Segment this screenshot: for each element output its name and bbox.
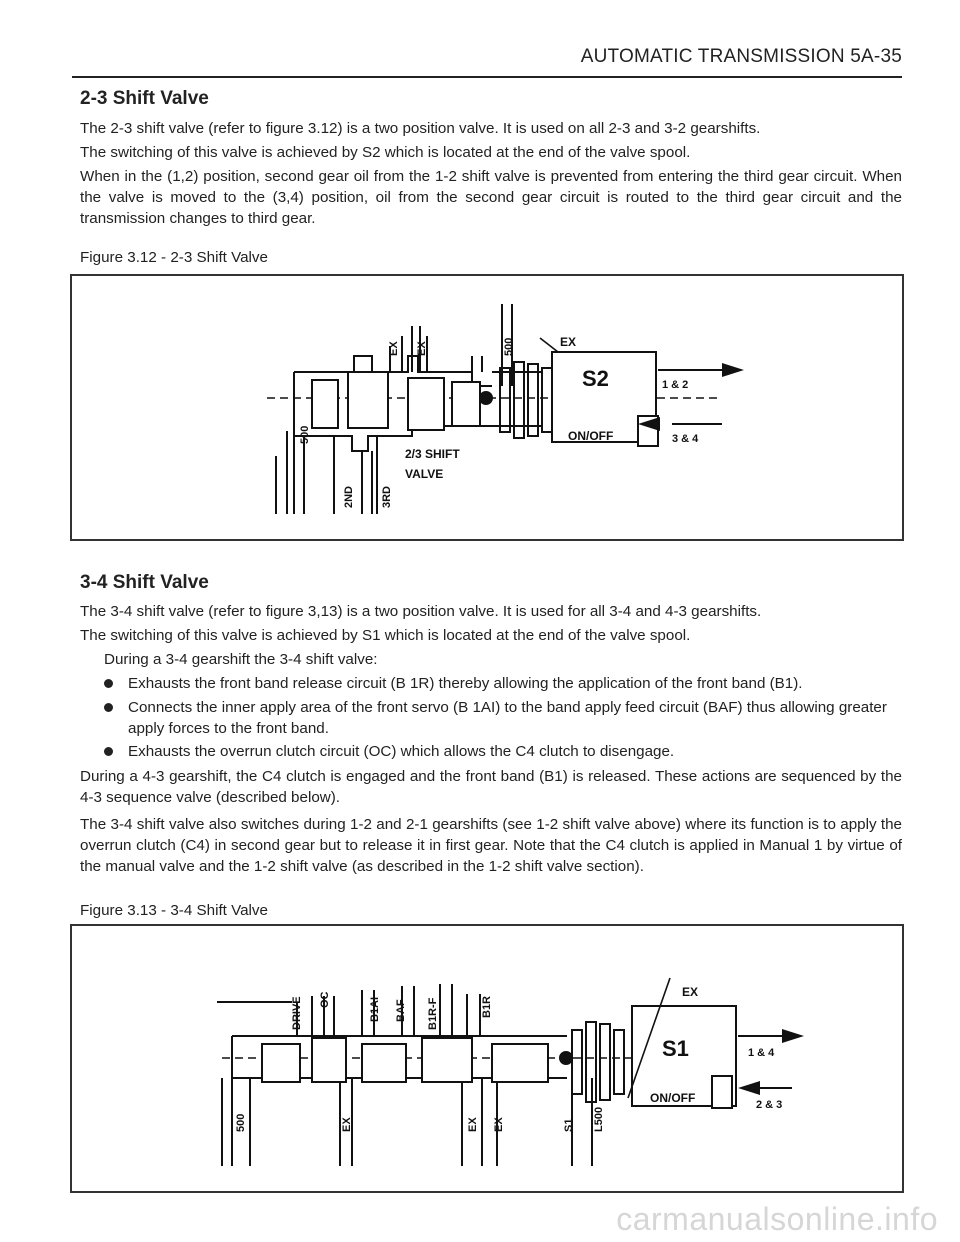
bullet-item: Connects the inner apply area of the front servo (B 1AI) to the band apply feed circuit (BAF) thus allowing greater apply forces to the front band.	[104, 697, 894, 739]
label-baf: BAF	[395, 999, 407, 1022]
label-valve: VALVE	[405, 467, 444, 481]
label-ex: EX	[560, 335, 577, 349]
label-500: 500	[299, 425, 311, 444]
label-ex: EX	[493, 1117, 505, 1132]
label-b1r: B1R	[481, 995, 493, 1018]
watermark: carmanualsonline.info	[616, 1201, 938, 1237]
label-s2: S2	[582, 366, 609, 391]
label-on-off: ON/OFF	[650, 1091, 696, 1105]
label-1-and-2: 1 & 2	[662, 379, 689, 391]
page-header: AUTOMATIC TRANSMISSION 5A-35	[580, 46, 902, 67]
paragraph: During a 4-3 gearshift, the C4 clutch is engaged and the front band (B1) is released. These actions are sequenced by the 4-3 sequence valve (described below).	[80, 768, 902, 806]
valve-diagram-2-3	[72, 276, 902, 539]
paragraph: The 3-4 shift valve also switches during 1-2 and 2-1 gearshifts (see 1-2 shift valve above) where its function is to apply the overrun clutch (C4) in second gear but to release it in first gear. Note that the C4 clutch is applied in Manual 1 by virtue of the manual valve and the 1-2 shift valve (as described in the 1-2 shift valve section).	[80, 816, 902, 875]
bullet-icon	[104, 703, 113, 712]
paragraph: The 3-4 shift valve (refer to figure 3,13) is a two position valve. It is used for all 3-4 and 4-3 gearshifts.	[80, 603, 762, 620]
label-valve-name: 2/3 SHIFT	[405, 447, 460, 461]
section-heading-2-3: 2-3 Shift Valve	[80, 88, 209, 109]
label-1-and-4: 1 & 4	[748, 1047, 775, 1059]
label-ex: EX	[416, 341, 428, 356]
label-500: 500	[503, 337, 515, 356]
label-ex: EX	[388, 341, 400, 356]
label-ex: EX	[341, 1117, 353, 1132]
label-3rd: 3RD	[381, 485, 393, 508]
label-b1ai: B1AI	[369, 996, 381, 1022]
paragraph: The switching of this valve is achieved by S2 which is located at the end of the valve spool.	[80, 144, 691, 161]
section-heading-3-4: 3-4 Shift Valve	[80, 572, 209, 593]
valve-diagram-3-4	[72, 926, 902, 1191]
bullet-icon	[104, 679, 113, 688]
label-ex: EX	[682, 985, 699, 999]
figure-3-4-shift-valve	[70, 924, 904, 1193]
label-on-off: ON/OFF	[568, 429, 614, 443]
label-l500: L500	[593, 1106, 605, 1132]
paragraph: When in the (1,2) position, second gear oil from the 1-2 shift valve is prevented from entering the third gear circuit. When the valve is moved to the (3,4) position, oil from the second gear circuit is routed to the third gear circuit and the transmission changes to third gear.	[80, 168, 902, 227]
bullet-intro: During a 3-4 gearshift the 3-4 shift valve:	[104, 651, 378, 668]
figure-caption: Figure 3.13 - 3-4 Shift Valve	[80, 902, 268, 919]
bullet-item: Exhausts the overrun clutch circuit (OC) which allows the C4 clutch to disengage.	[104, 741, 894, 762]
figure-2-3-shift-valve	[70, 274, 904, 541]
bullet-icon	[104, 747, 113, 756]
label-3-and-4: 3 & 4	[672, 433, 699, 445]
label-s1: S1	[662, 1036, 689, 1061]
label-2-and-3: 2 & 3	[756, 1099, 783, 1111]
figure-caption: Figure 3.12 - 2-3 Shift Valve	[80, 249, 268, 266]
header-rule	[72, 76, 902, 78]
label-500: 500	[235, 1113, 247, 1132]
label-s1: S1	[563, 1118, 575, 1132]
paragraph: The switching of this valve is achieved by S1 which is located at the end of the valve spool.	[80, 627, 691, 644]
label-oc: OC	[319, 991, 331, 1008]
label-2nd: 2ND	[343, 485, 355, 508]
paragraph: The 2-3 shift valve (refer to figure 3.12) is a two position valve. It is used on all 2-3 and 3-2 gearshifts.	[80, 120, 761, 137]
bullet-item: Exhausts the front band release circuit (B 1R) thereby allowing the application of the front band (B1).	[104, 673, 894, 694]
label-ex: EX	[467, 1117, 479, 1132]
label-b1r-f: B1R-F	[427, 997, 439, 1030]
label-drive: DRIVE	[291, 996, 303, 1030]
